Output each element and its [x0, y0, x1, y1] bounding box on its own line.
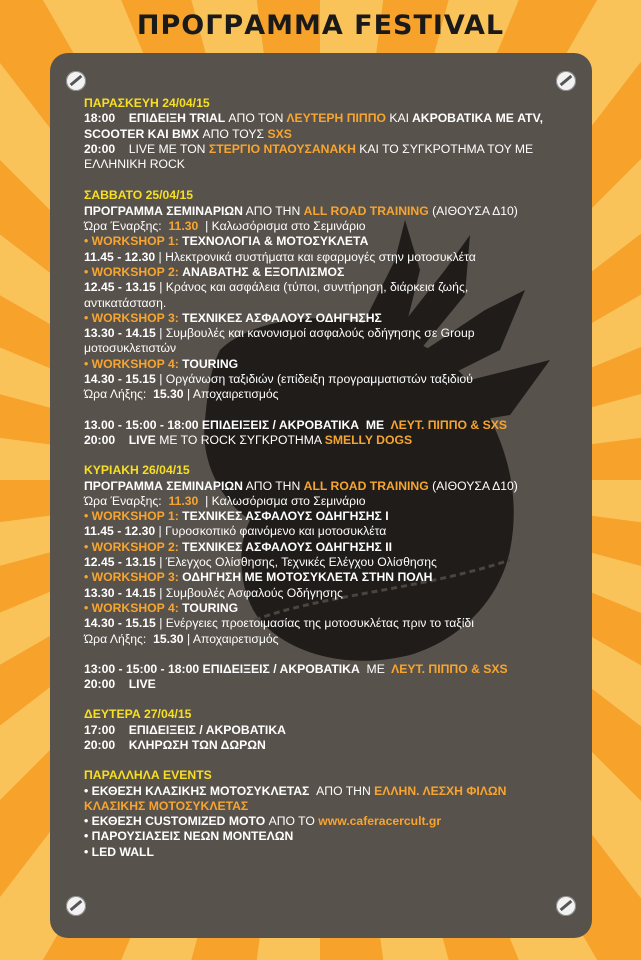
- schedule-line: [84, 111, 584, 126]
- performer-name: ΛΕΥΤ. ΠΙΠΠΟ & SXS: [390, 417, 507, 432]
- workshop-desc: | Γυροσκοπικό φαινόμενο και μοτοσυκλέτα: [158, 524, 387, 539]
- workshop-line: μοτοσυκλετιστών: [84, 341, 177, 356]
- seminar-program-line: [84, 204, 584, 219]
- event-text: LIVE: [128, 432, 156, 447]
- event-text: ΚΑΙ ΤΟ ΣΥΓΚΡΟΤΗΜΑ ΤΟΥ ΜΕ: [359, 141, 534, 156]
- event-text: ΑΠΟ ΤΟ: [268, 814, 315, 829]
- workshop-desc: | Συμβουλές Ασφαλούς Οδήγησης: [159, 585, 343, 600]
- time: 13.30 - 14.15: [84, 326, 156, 341]
- workshop-label: • WORKSHOP 3:: [84, 310, 179, 325]
- workshop-line: [84, 555, 584, 570]
- organizer-name: ALL ROAD TRAINING: [303, 203, 429, 218]
- event-text: ΚΛΗΡΩΣΗ ΤΩΝ ΔΩΡΩΝ: [128, 737, 266, 752]
- label: Ώρα Έναρξης:: [84, 219, 162, 234]
- seminar-start-line: [84, 219, 584, 234]
- workshop-heading: [84, 570, 584, 585]
- screw-icon: [556, 71, 576, 91]
- event-text: ΚΑΙ: [389, 111, 410, 126]
- workshop-label: • WORKSHOP 4:: [84, 600, 179, 615]
- workshop-desc: | Συμβουλές και κανονισμοί ασφαλούς οδήγησης σε Group: [159, 326, 475, 341]
- event-text: LIVE: [128, 677, 156, 692]
- event-text: | Καλωσόρισμα στο Σεμινάριο: [205, 219, 366, 234]
- workshop-line: αντικατάσταση.: [84, 295, 167, 310]
- event-text: 13.00 - 15:00 - 18:00 ΕΠΙΔΕΙΞΕΙΣ / ΑΚΡΟΒΑΤΙΚΑ: [84, 417, 360, 432]
- page-title: ΠΡΟΓΡΑΜΜΑ FESTIVAL: [136, 10, 505, 41]
- workshop-heading: [84, 540, 584, 555]
- event-text: ΠΡΟΓΡΑΜΜΑ ΣΕΜΙΝΑΡΙΩΝ: [84, 203, 243, 218]
- time: 15.30: [153, 387, 184, 402]
- event-text: ΑΠΟ ΤΟΝ: [228, 111, 284, 126]
- time: 12.45 - 13.15: [84, 555, 156, 570]
- schedule-line: [84, 677, 584, 692]
- schedule-line: [84, 738, 584, 753]
- time: 17:00: [84, 722, 116, 737]
- workshop-heading: [84, 265, 584, 280]
- event-text: ΑΚΡΟΒΑΤΙΚΑ ΜΕ ATV,: [411, 111, 543, 126]
- schedule-line: ΕΛΛΗΝΙΚΗ ROCK: [84, 157, 185, 172]
- workshop-desc: | Ηλεκτρονικά συστήματα και εφαρμογές στην μοτοσυκλέτα: [158, 249, 476, 264]
- day-heading: ΔΕΥΤΕΡΑ 27/04/15: [84, 707, 192, 722]
- workshop-title: ΟΔΗΓΗΣΗ ΜΕ ΜΟΤΟΣΥΚΛΕΤΑ ΣΤΗΝ ΠΟΛΗ: [182, 570, 433, 585]
- schedule-line: [84, 662, 584, 677]
- time: 20:00: [84, 677, 116, 692]
- performer-name: SMELLY DOGS: [324, 432, 413, 447]
- schedule-line: [84, 723, 584, 738]
- workshop-line: [84, 372, 584, 387]
- event-text: LIVE ΜΕ ΤΟΝ: [128, 141, 206, 156]
- workshop-title: TOURING: [182, 600, 239, 615]
- workshop-label: • WORKSHOP 1:: [84, 509, 179, 524]
- workshop-heading: [84, 509, 584, 524]
- event-text: | Αποχαιρετισμός: [186, 631, 279, 646]
- label: Ώρα Λήξης:: [84, 631, 147, 646]
- event-text: ΜΕ ΤΟ ROCK ΣΥΓΚΡΟΤΗΜΑ: [159, 432, 322, 447]
- section-heading: ΠΑΡΑΛΛΗΛΑ EVENTS: [84, 768, 212, 783]
- parallel-event-item: • LED WALL: [84, 844, 154, 859]
- parallel-event-item: [84, 784, 584, 799]
- workshop-line: [84, 616, 584, 631]
- screw-icon: [66, 896, 86, 916]
- time: 11.45 - 12.30: [84, 249, 156, 264]
- time: 14.30 - 15.15: [84, 372, 156, 387]
- seminar-program-line: [84, 479, 584, 494]
- time: 14.30 - 15.15: [84, 616, 156, 631]
- event-text: ΑΠΟ ΤΗΝ: [245, 478, 301, 493]
- time: 11.45 - 12.30: [84, 524, 156, 539]
- time: 20:00: [84, 737, 116, 752]
- workshop-line: [84, 326, 584, 341]
- event-text: SCOOTER ΚΑΙ BMX: [84, 126, 200, 141]
- event-text: ΕΠΙΔΕΙΞΕΙΣ / ΑΚΡΟΒΑΤΙΚΑ: [128, 722, 286, 737]
- organizer-name: ΕΛΛΗΝ. ΛΕΣΧΗ ΦΙΛΩΝ: [374, 783, 507, 798]
- schedule-line: [84, 142, 584, 157]
- workshop-title: ΤΕΧΝΙΚΕΣ ΑΣΦΑΛΟΥΣ ΟΔΗΓΗΣΗΣ Ι: [182, 509, 389, 524]
- event-text: 13:00 - 15:00 - 18:00 ΕΠΙΔΕΙΞΕΙΣ / ΑΚΡΟΒΑΤΙΚΑ: [84, 661, 360, 676]
- schedule-line: [84, 433, 584, 448]
- performer-name: ΛΕΥΤ. ΠΙΠΠΟ & SXS: [391, 661, 508, 676]
- workshop-label: • WORKSHOP 2:: [84, 264, 179, 279]
- event-text: • ΕΚΘΕΣΗ ΚΛΑΣΙΚΗΣ ΜΟΤΟΣΥΚΛΕΤΑΣ: [84, 783, 310, 798]
- workshop-label: • WORKSHOP 2:: [84, 539, 179, 554]
- workshop-desc: | Κράνος και ασφάλεια (τύποι, συντήρηση, διάρκεια ζωής,: [159, 280, 469, 295]
- workshop-line: [84, 524, 584, 539]
- seminar-end-line: [84, 632, 584, 647]
- event-text: ΕΠΙΔΕΙΞΗ TRIAL: [128, 111, 225, 126]
- parallel-event-item: ΚΛΑΣΙΚΗΣ ΜΟΤΟΣΥΚΛΕΤΑΣ: [84, 798, 249, 813]
- workshop-title: ΤΕΧΝΙΚΕΣ ΑΣΦΑΛΟΥΣ ΟΔΗΓΗΣΗΣ: [182, 310, 382, 325]
- time: 11.30: [168, 219, 199, 234]
- workshop-title: ΤΕΧΝΟΛΟΓΙΑ & ΜΟΤΟΣΥΚΛΕΤΑ: [182, 234, 369, 249]
- workshop-label: • WORKSHOP 4:: [84, 356, 179, 371]
- workshop-title: ΑΝΑΒΑΤΗΣ & ΕΞΟΠΛΙΣΜΟΣ: [182, 264, 345, 279]
- workshop-heading: [84, 357, 584, 372]
- seminar-start-line: [84, 494, 584, 509]
- event-text: ΑΠΟ ΤΗΝ: [245, 203, 301, 218]
- schedule-line: [84, 127, 584, 142]
- event-text: ΜΕ: [365, 417, 385, 432]
- parallel-event-item: [84, 814, 584, 829]
- workshop-label: • WORKSHOP 1:: [84, 234, 179, 249]
- event-text: ΠΡΟΓΡΑΜΜΑ ΣΕΜΙΝΑΡΙΩΝ: [84, 478, 243, 493]
- time: 15.30: [153, 631, 184, 646]
- screw-icon: [66, 71, 86, 91]
- workshop-desc: | Ενέργειες προετοιμασίας της μοτοσυκλέτας πριν το ταξίδι: [159, 616, 474, 631]
- seminar-end-line: [84, 387, 584, 402]
- time: 20:00: [84, 141, 116, 156]
- workshop-desc: | Έλεγχος Ολίσθησης, Τεχνικές Ελέγχου Ολίσθησης: [159, 555, 437, 570]
- event-text: ΑΠΟ ΤΗΝ: [316, 783, 371, 798]
- label: Ώρα Έναρξης:: [84, 493, 162, 508]
- time: 11.30: [168, 493, 199, 508]
- workshop-title: ΤΕΧΝΙΚΕΣ ΑΣΦΑΛΟΥΣ ΟΔΗΓΗΣΗΣ ΙΙ: [182, 539, 393, 554]
- event-text: | Αποχαιρετισμός: [186, 387, 279, 402]
- time: 18:00: [84, 111, 116, 126]
- workshop-heading: [84, 234, 584, 249]
- workshop-desc: | Οργάνωση ταξιδιών (επίδειξη προγραμματιστών ταξιδιού: [159, 372, 473, 387]
- room-label: (ΑΙΘΟΥΣΑ Δ10): [432, 203, 518, 218]
- workshop-label: • WORKSHOP 3:: [84, 570, 179, 585]
- workshop-heading: [84, 311, 584, 326]
- screw-icon: [556, 896, 576, 916]
- website-link[interactable]: www.caferacercult.gr: [318, 814, 442, 829]
- schedule-content: [84, 96, 584, 860]
- workshop-heading: [84, 601, 584, 616]
- time: 13.30 - 14.15: [84, 585, 156, 600]
- organizer-name: ALL ROAD TRAINING: [303, 478, 429, 493]
- schedule-line: [84, 418, 584, 433]
- day-heading: ΚΥΡΙΑΚΗ 26/04/15: [84, 463, 190, 478]
- day-heading: ΠΑΡΑΣΚΕΥΗ 24/04/15: [84, 96, 210, 110]
- performer-name: ΣΤΕΡΓΙΟ ΝΤΑΟΥΣΑΝΑΚΗ: [208, 141, 356, 156]
- room-label: (ΑΙΘΟΥΣΑ Δ10): [432, 478, 518, 493]
- workshop-line: [84, 586, 584, 601]
- parallel-event-item: • ΠΑΡΟΥΣΙΑΣΕΙΣ ΝΕΩΝ ΜΟΝΤΕΛΩΝ: [84, 829, 294, 844]
- performer-name: ΛΕΥΤΕΡΗ ΠΙΠΠΟ: [286, 111, 386, 126]
- performer-name: SXS: [267, 126, 292, 141]
- day-heading: ΣΑΒΒΑΤΟ 25/04/15: [84, 188, 194, 203]
- event-text: ΑΠΟ ΤΟΥΣ: [202, 126, 265, 141]
- label: Ώρα Λήξης:: [84, 387, 147, 402]
- event-text: | Καλωσόρισμα στο Σεμινάριο: [205, 493, 366, 508]
- event-text: • ΕΚΘΕΣΗ CUSTOMIZED MOTO: [84, 814, 266, 829]
- workshop-title: TOURING: [182, 356, 239, 371]
- workshop-line: [84, 250, 584, 265]
- time: 12.45 - 13.15: [84, 280, 156, 295]
- time: 20:00: [84, 432, 116, 447]
- event-text: ΜΕ: [366, 661, 385, 676]
- workshop-line: [84, 280, 584, 295]
